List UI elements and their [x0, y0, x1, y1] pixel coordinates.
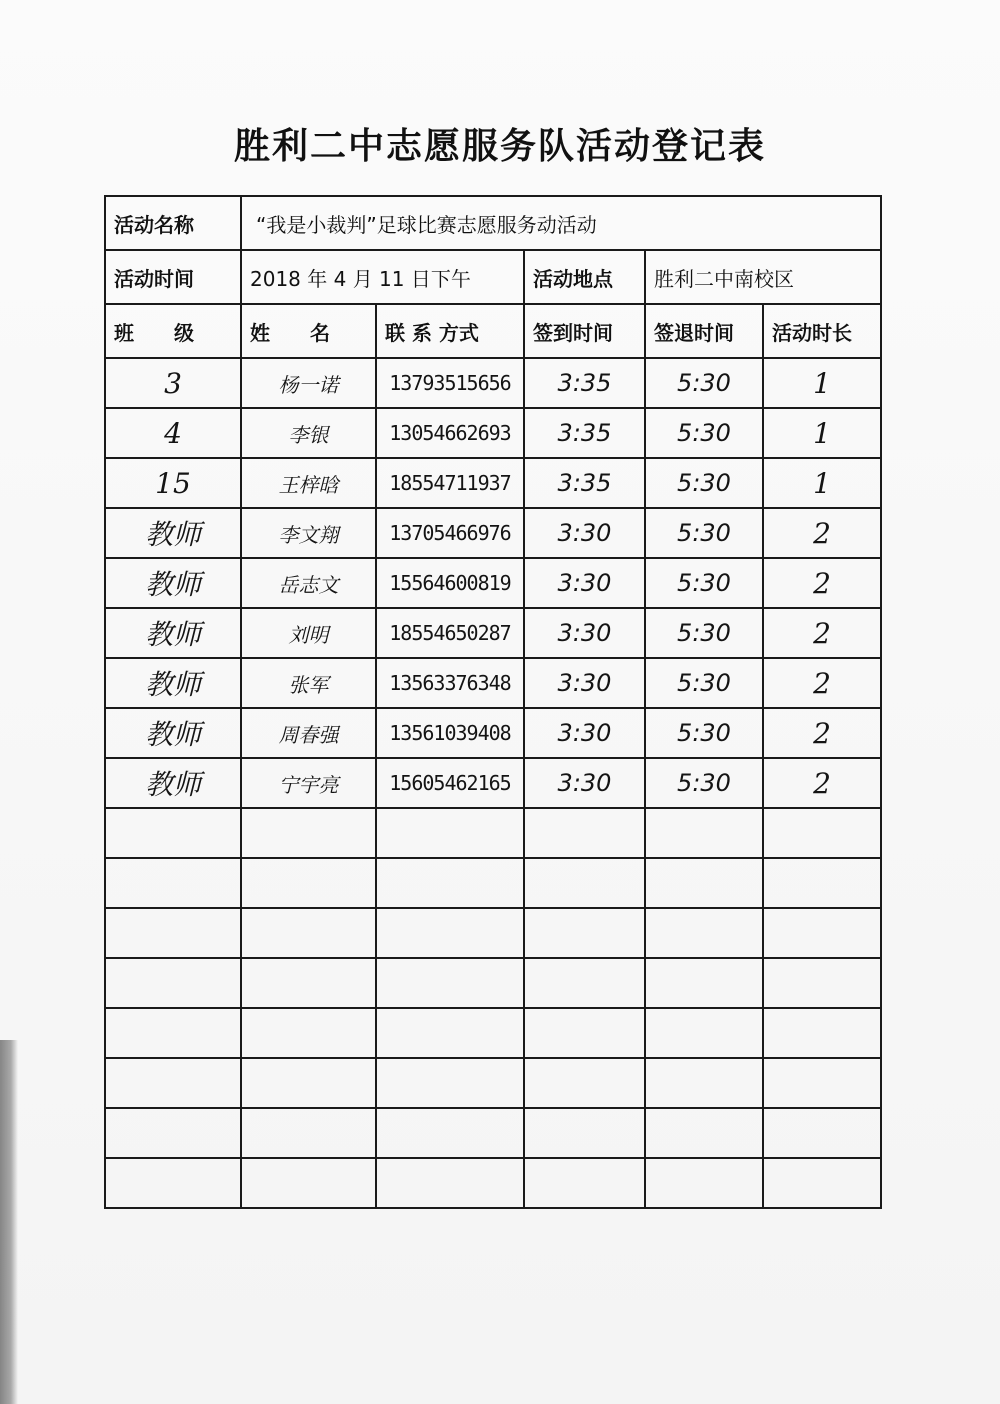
cell-hours — [763, 958, 881, 1008]
column-header: 姓 名 — [241, 304, 376, 358]
cell-class — [105, 908, 241, 958]
cell-in: 3:35 — [524, 408, 645, 458]
cell-hours — [763, 1158, 881, 1208]
cell-out — [645, 858, 763, 908]
cell-name — [241, 1058, 376, 1108]
cell-class: 教师 — [105, 658, 241, 708]
cell-out: 5:30 — [645, 408, 763, 458]
cell-out — [645, 958, 763, 1008]
table-row — [105, 858, 881, 908]
cell-phone — [376, 1008, 524, 1058]
cell-class — [105, 808, 241, 858]
cell-phone: 13561039408 — [376, 708, 524, 758]
table-row — [105, 358, 881, 408]
activity-time-label: 活动时间 — [105, 250, 241, 304]
cell-class — [105, 858, 241, 908]
table-row — [105, 608, 881, 658]
cell-phone — [376, 908, 524, 958]
column-header: 联 系 方式 — [376, 304, 524, 358]
table-row — [105, 558, 881, 608]
cell-hours: 2 — [763, 708, 881, 758]
activity-name-label: 活动名称 — [105, 196, 241, 250]
table-row — [105, 758, 881, 808]
cell-in: 3:30 — [524, 608, 645, 658]
scan-shadow — [0, 1040, 18, 1404]
cell-class: 教师 — [105, 508, 241, 558]
cell-class — [105, 958, 241, 1008]
cell-class: 15 — [105, 458, 241, 508]
cell-phone — [376, 808, 524, 858]
table-row — [105, 508, 881, 558]
cell-hours — [763, 1058, 881, 1108]
cell-name: 宁宇亮 — [241, 758, 376, 808]
table-row — [105, 458, 881, 508]
table-row — [105, 408, 881, 458]
activity-time-row — [105, 250, 881, 304]
cell-hours — [763, 858, 881, 908]
table-row — [105, 658, 881, 708]
cell-in: 3:35 — [524, 458, 645, 508]
cell-hours — [763, 808, 881, 858]
cell-hours: 1 — [763, 408, 881, 458]
cell-hours — [763, 1008, 881, 1058]
cell-name — [241, 908, 376, 958]
cell-class: 教师 — [105, 708, 241, 758]
cell-hours: 2 — [763, 658, 881, 708]
cell-name — [241, 808, 376, 858]
cell-class: 教师 — [105, 758, 241, 808]
cell-name: 王梓晗 — [241, 458, 376, 508]
cell-out: 5:30 — [645, 758, 763, 808]
cell-in — [524, 1058, 645, 1108]
cell-class — [105, 1158, 241, 1208]
table-row — [105, 1058, 881, 1108]
cell-in — [524, 1008, 645, 1058]
cell-name: 李文翔 — [241, 508, 376, 558]
cell-out: 5:30 — [645, 358, 763, 408]
cell-hours: 2 — [763, 508, 881, 558]
column-header-row — [105, 304, 881, 358]
cell-in: 3:30 — [524, 758, 645, 808]
table-row — [105, 808, 881, 858]
column-header: 签退时间 — [645, 304, 763, 358]
cell-out — [645, 808, 763, 858]
cell-phone: 13563376348 — [376, 658, 524, 708]
activity-time-value: 2018 年 4 月 11 日下午 — [241, 250, 524, 304]
cell-name — [241, 1158, 376, 1208]
cell-class — [105, 1008, 241, 1058]
cell-name: 岳志文 — [241, 558, 376, 608]
cell-phone: 15564600819 — [376, 558, 524, 608]
activity-name-row — [105, 196, 881, 250]
cell-hours — [763, 908, 881, 958]
column-header: 活动时长 — [763, 304, 881, 358]
cell-out: 5:30 — [645, 708, 763, 758]
cell-phone — [376, 858, 524, 908]
cell-phone: 18554711937 — [376, 458, 524, 508]
table-row — [105, 908, 881, 958]
cell-in — [524, 1158, 645, 1208]
cell-out — [645, 1058, 763, 1108]
cell-phone: 13793515656 — [376, 358, 524, 408]
cell-hours — [763, 1108, 881, 1158]
cell-out: 5:30 — [645, 458, 763, 508]
cell-in — [524, 858, 645, 908]
cell-out: 5:30 — [645, 658, 763, 708]
cell-out — [645, 1158, 763, 1208]
cell-name — [241, 1008, 376, 1058]
activity-name-value: “我是小裁判”足球比赛志愿服务动活动 — [241, 196, 881, 250]
registration-table — [104, 195, 882, 1209]
cell-hours: 2 — [763, 558, 881, 608]
cell-out — [645, 1108, 763, 1158]
table-row — [105, 1158, 881, 1208]
table-row — [105, 958, 881, 1008]
table-row — [105, 708, 881, 758]
activity-place-label: 活动地点 — [524, 250, 645, 304]
cell-name: 刘明 — [241, 608, 376, 658]
cell-in — [524, 808, 645, 858]
cell-out: 5:30 — [645, 558, 763, 608]
cell-phone: 18554650287 — [376, 608, 524, 658]
cell-out — [645, 1008, 763, 1058]
cell-name: 李银 — [241, 408, 376, 458]
cell-phone — [376, 958, 524, 1008]
table-row — [105, 1108, 881, 1158]
cell-phone — [376, 1158, 524, 1208]
column-header: 签到时间 — [524, 304, 645, 358]
cell-hours: 1 — [763, 458, 881, 508]
cell-class: 教师 — [105, 608, 241, 658]
cell-phone — [376, 1058, 524, 1108]
cell-name — [241, 858, 376, 908]
cell-phone: 13054662693 — [376, 408, 524, 458]
cell-in: 3:30 — [524, 658, 645, 708]
cell-name: 杨一诺 — [241, 358, 376, 408]
table-body — [105, 196, 881, 1208]
cell-in: 3:30 — [524, 558, 645, 608]
cell-hours: 2 — [763, 608, 881, 658]
cell-phone: 13705466976 — [376, 508, 524, 558]
cell-phone — [376, 1108, 524, 1158]
cell-in — [524, 958, 645, 1008]
cell-class — [105, 1108, 241, 1158]
cell-out — [645, 908, 763, 958]
activity-place-value: 胜利二中南校区 — [645, 250, 881, 304]
cell-phone: 15605462165 — [376, 758, 524, 808]
cell-name — [241, 958, 376, 1008]
cell-name: 周春强 — [241, 708, 376, 758]
cell-in: 3:30 — [524, 508, 645, 558]
cell-name — [241, 1108, 376, 1158]
cell-out: 5:30 — [645, 508, 763, 558]
cell-class: 教师 — [105, 558, 241, 608]
column-header: 班 级 — [105, 304, 241, 358]
cell-out: 5:30 — [645, 608, 763, 658]
form-title: 胜利二中志愿服务队活动登记表 — [233, 126, 766, 167]
cell-class: 4 — [105, 408, 241, 458]
cell-hours: 1 — [763, 358, 881, 408]
cell-in: 3:30 — [524, 708, 645, 758]
cell-in: 3:35 — [524, 358, 645, 408]
cell-in — [524, 1108, 645, 1158]
cell-name: 张军 — [241, 658, 376, 708]
table-row — [105, 1008, 881, 1058]
cell-class — [105, 1058, 241, 1108]
cell-class: 3 — [105, 358, 241, 408]
cell-hours: 2 — [763, 758, 881, 808]
cell-in — [524, 908, 645, 958]
